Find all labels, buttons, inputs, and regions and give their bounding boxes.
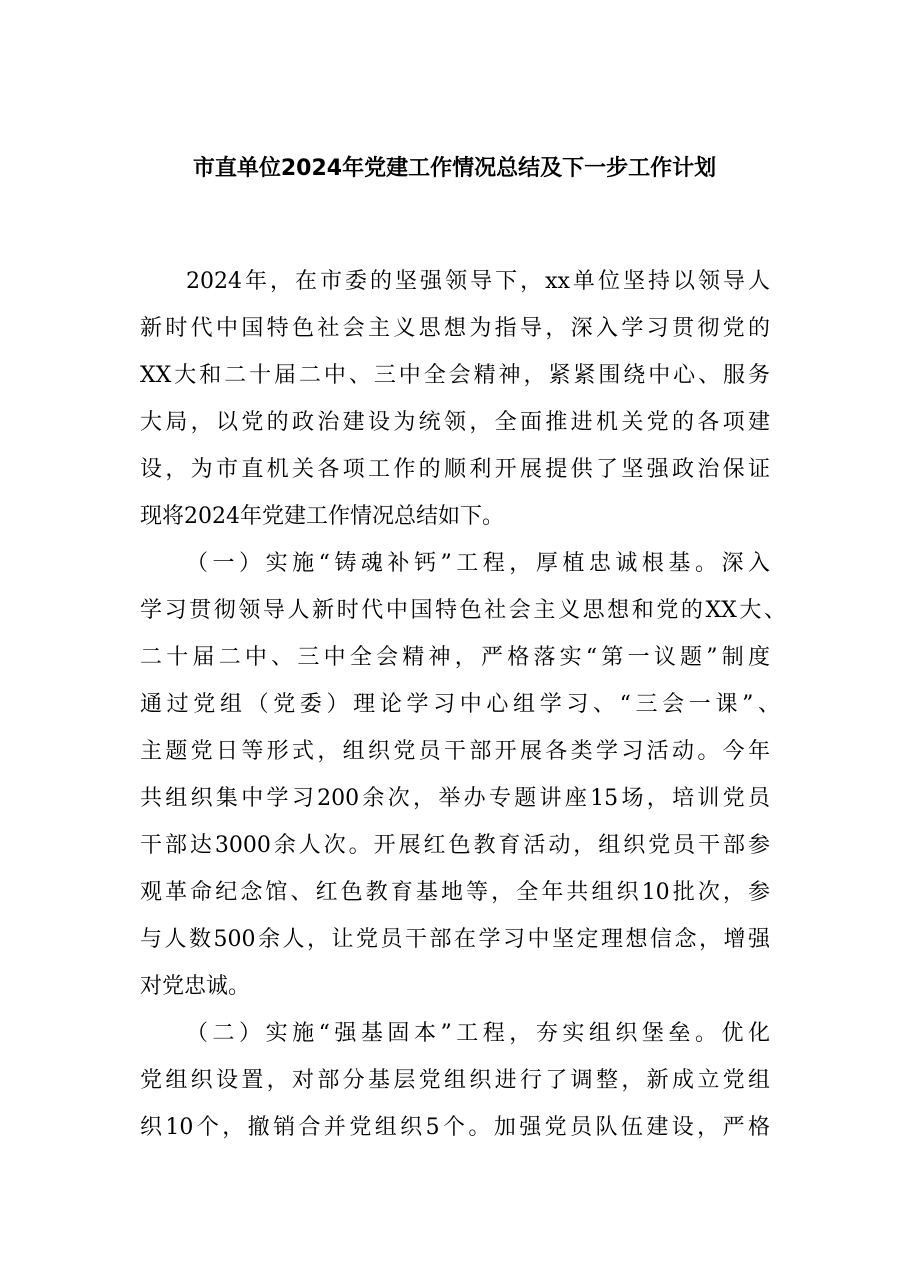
paragraph-line: 现将2024年党建工作情况总结如下。 — [140, 504, 504, 529]
paragraph-line: （二）实施“强基固本”工程，夯实组织堡垒。优化 — [186, 1021, 770, 1046]
paragraph-line: （一）实施“铸魂补钙”工程，厚植忠诚根基。深入 — [186, 551, 770, 576]
paragraph-line: 织10个，撤销合并党组织5个。加强党员队伍建设，严格 — [140, 1115, 770, 1140]
paragraph-line: 学习贯彻领导人新时代中国特色社会主义思想和党的XX大、 — [140, 598, 786, 623]
paragraph-line: 设，为市直机关各项工作的顺利开展提供了坚强政治保证 — [140, 457, 770, 482]
paragraph-line: 新时代中国特色社会主义思想为指导，深入学习贯彻党的 — [140, 316, 770, 341]
document-title: 市直单位2024年党建工作情况总结及下一步工作计划 — [192, 156, 717, 181]
paragraph-line: XX大和二十届二中、三中全会精神，紧紧围绕中心、服务 — [140, 363, 770, 388]
paragraph-line: 主题党日等形式，组织党员干部开展各类学习活动。今年 — [140, 739, 770, 764]
paragraph-line: 与人数500余人，让党员干部在学习中坚定理想信念，增强 — [140, 927, 770, 952]
paragraph-line: 二十届二中、三中全会精神，严格落实“第一议题”制度 — [140, 645, 770, 670]
paragraph-line: 对党忠诚。 — [140, 974, 251, 999]
paragraph-line: 2024年，在市委的坚强领导下，xx单位坚持以领导人 — [186, 269, 770, 294]
paragraph-line: 干部达3000余人次。开展红色教育活动，组织党员干部参 — [140, 833, 770, 858]
paragraph-line: 大局，以党的政治建设为统领，全面推进机关党的各项建 — [140, 410, 770, 435]
paragraph-line: 通过党组（党委）理论学习中心组学习、“三会一课”、 — [140, 692, 780, 717]
paragraph-line: 党组织设置，对部分基层党组织进行了调整，新成立党组 — [140, 1068, 770, 1093]
paragraph-line: 共组织集中学习200余次，举办专题讲座15场，培训党员 — [140, 786, 770, 811]
paragraph-line: 观革命纪念馆、红色教育基地等，全年共组织10批次，参 — [140, 880, 770, 905]
